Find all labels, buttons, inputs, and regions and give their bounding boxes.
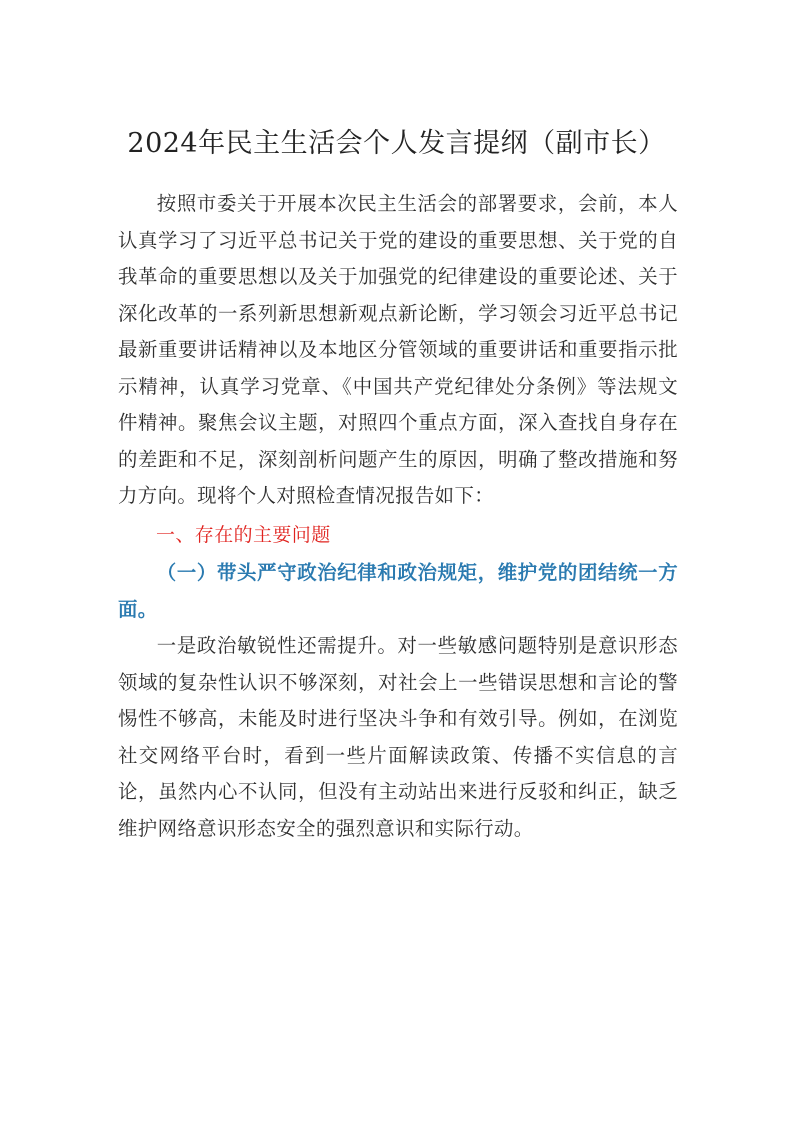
point-text: 政治敏锐性还需提升。对一些敏感问题特别是意识形态领域的复杂性认识不够深刻，对社会上一些错误思想和言论的警惕性不够高，未能及时进行坚决斗争和有效引导。例如，在浏览社交网络平台时，看到一些片面解读政策、传播不实信息的言论，虽然内心不认同，但没有主动站出来进行反驳和纠正，缺乏维护网络意识形态安全的强烈意识和实际行动。: [118, 634, 678, 840]
subsection-heading-political-discipline: （一）带头严守政治纪律和政治规矩，维护党的团结统一方面。: [118, 561, 678, 621]
document-body: [118, 186, 678, 847]
document-title: 2024年民主生活会个人发言提纲（副市长）: [127, 128, 666, 159]
section-heading-problems: 一、存在的主要问题: [156, 523, 331, 546]
point-paragraph: [118, 628, 678, 847]
point-lead: 一是: [156, 634, 197, 657]
intro-paragraph: 按照市委关于开展本次民主生活会的部署要求，会前，本人认真学习了习近平总书记关于党的建设的重要思想、关于党的自我革命的重要思想以及关于加强党的纪律建设的重要论述、关于深化改革的一系列新思想新观点新论断，学习领会习近平总书记最新重要讲话精神以及本地区分管领域的重要讲话和重要指示批示精神，认真学习党章、《中国共产党纪律处分条例》等法规文件精神。聚焦会议主题，对照四个重点方面，深入查找自身存在的差距和不足，深刻剖析问题产生的原因，明确了整改措施和努力方向。现将个人对照检查情况报告如下：: [118, 192, 678, 507]
